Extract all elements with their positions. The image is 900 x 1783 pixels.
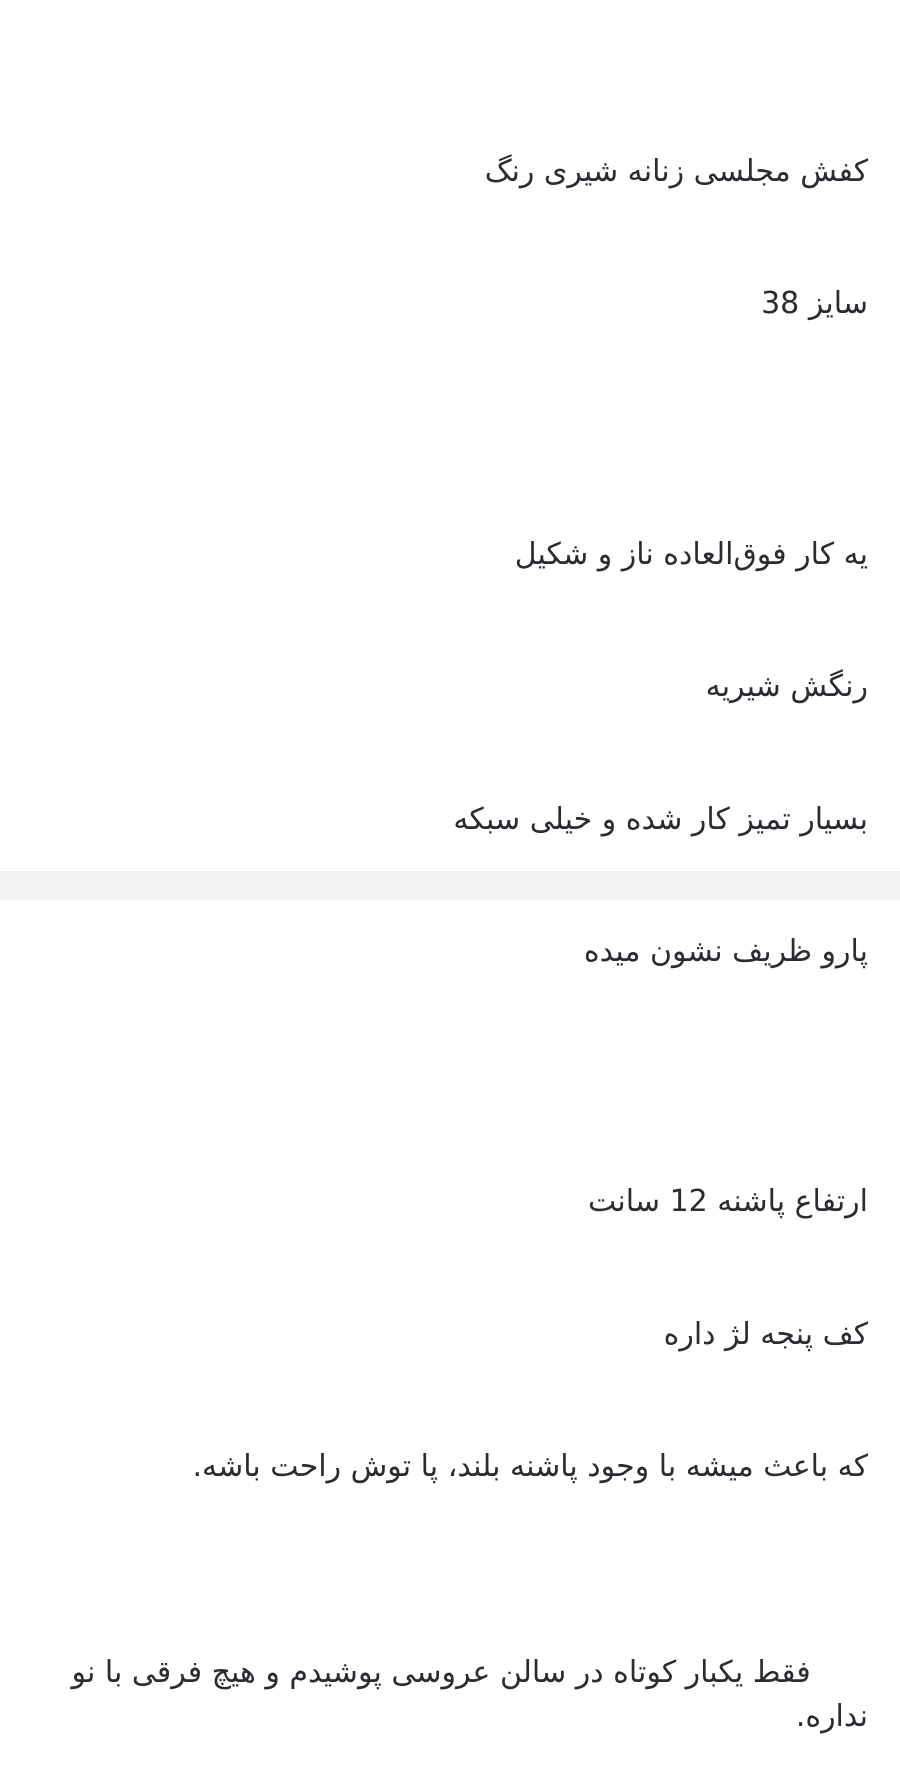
paragraph-details-block: [32, 1092, 868, 1577]
paragraph-description-block: [32, 445, 868, 1062]
text-line: بسیار تمیز کار شده و خیلی سبکه: [453, 801, 868, 837]
text-line: که باعث میشه با وجود پاشنه بلند، پا توش راحت باشه.: [192, 1448, 868, 1484]
text-line: سایز 38: [761, 286, 868, 322]
text-line: ارتفاع پاشنه 12 سانت: [587, 1184, 868, 1220]
text-line: یه کار فوق‌العاده ناز و شکیل: [514, 536, 868, 572]
paragraph-title-block: [32, 62, 868, 415]
text-line: رنگش شیریه: [705, 669, 868, 705]
text-line: کفش مجلسی زنانه شیری رنگ: [484, 154, 868, 190]
text-line: کف پنجه لژ داره: [663, 1316, 868, 1352]
text-line: فقط یکبار کوتاه در سالن عروسی پوشیدم و هیچ فرقی با نو نداره.: [61, 1655, 868, 1735]
text-line: پارو ظریف نشون میده: [583, 933, 868, 969]
page-footer-strip: [0, 871, 900, 900]
paragraph-usage-block: [32, 1607, 868, 1783]
